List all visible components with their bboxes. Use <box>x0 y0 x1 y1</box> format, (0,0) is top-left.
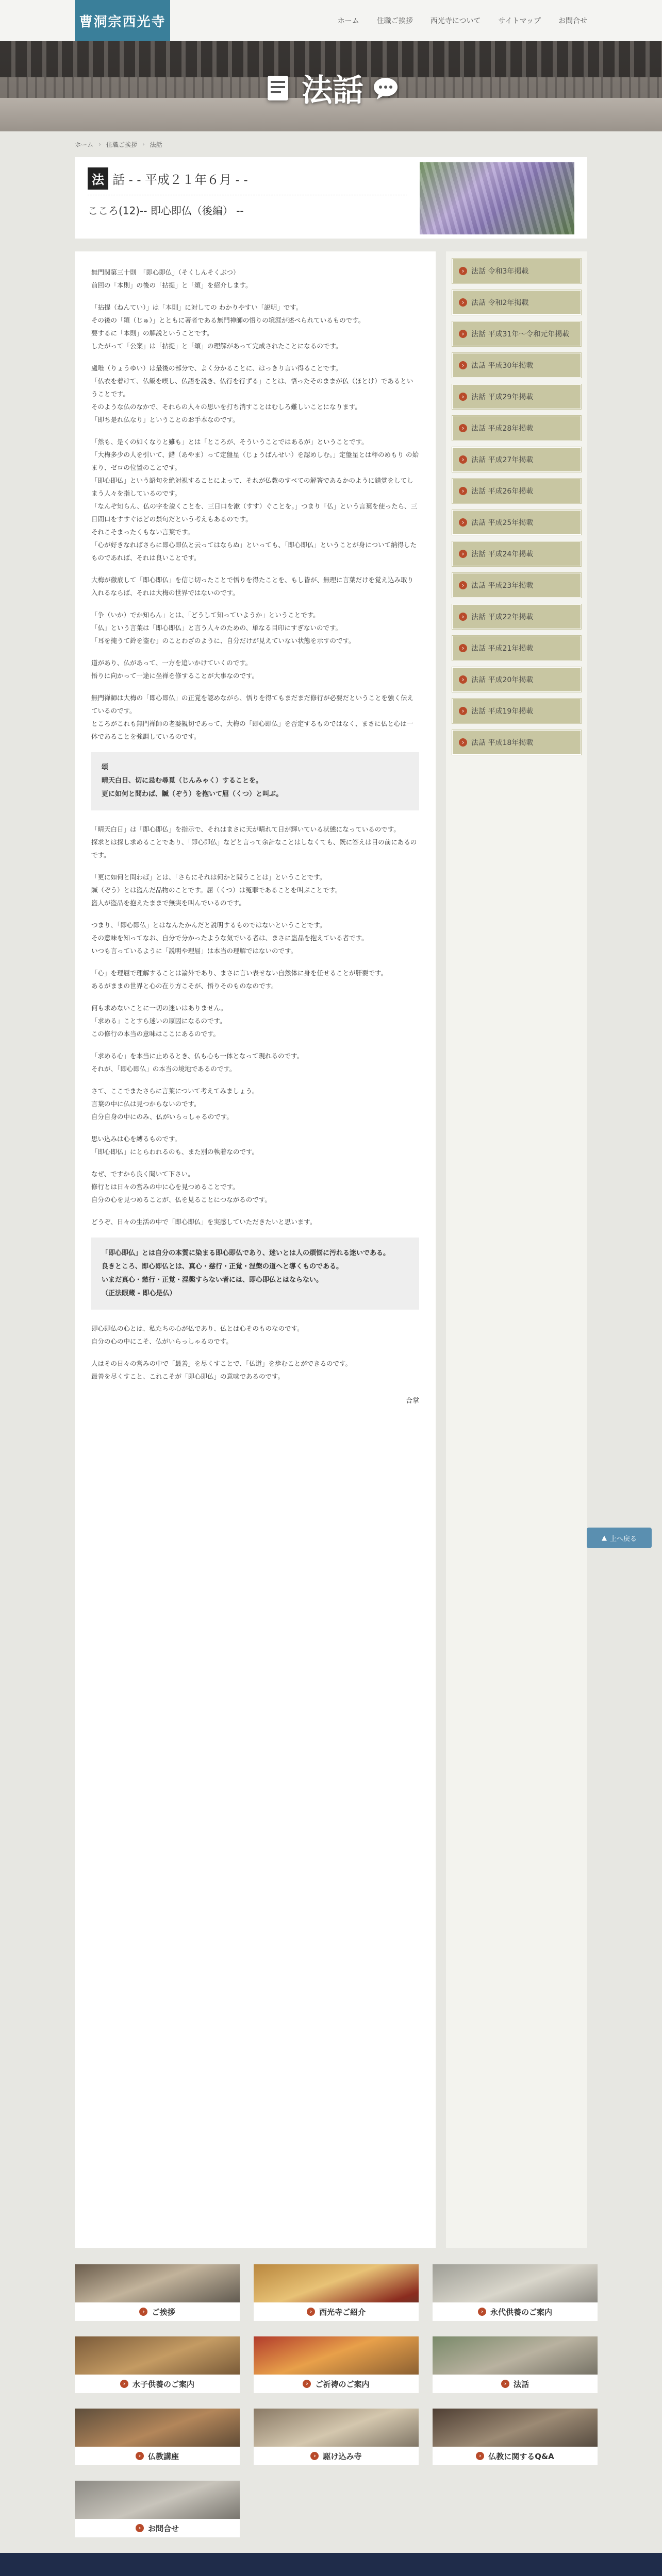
title-date: 話 - - 平成２１年６月 - - <box>112 173 248 187</box>
tile-label: 西光寺ご紹介 <box>319 2307 366 2317</box>
sidebar-item[interactable]: › 法話 平成22年掲載 <box>452 604 581 629</box>
sidebar-item[interactable]: › 法話 平成27年掲載 <box>452 447 581 472</box>
tile-link[interactable] <box>433 2336 598 2393</box>
breadcrumb-greeting[interactable]: 住職ご挨拶 <box>106 141 137 148</box>
arrow-right-icon: › <box>136 2524 144 2532</box>
breadcrumb <box>0 131 662 157</box>
footer-col-1 <box>281 2573 324 2576</box>
article-paragraph: 無門禅師は大梅の「即心即仏」の正覚を認めながら、悟りを得てもまだまだ修行が必要だということを強く伝えているのです。 ところがこれも無門禅師の老婆親切であって、大梅の「即心即仏」を否定するものではなく、まさに仏と心は一体であることを強調しているのです。 <box>91 694 414 740</box>
footer-col-3 <box>503 2573 539 2576</box>
tile-link[interactable] <box>75 2409 240 2465</box>
nav-item[interactable]: 住職ご挨拶 <box>376 17 413 25</box>
nav-item[interactable]: 西光寺について <box>430 17 481 25</box>
back-to-top-label: 上へ戻る <box>609 1535 637 1543</box>
tile-label-wrap <box>75 2375 240 2393</box>
article-paragraph: 「争（いか）でか知らん」とは、「どうして知っていようか」ということです。 「仏」という言葉は「即心即仏」と言う人々のための、単なる目印にすぎないのです。 「耳を掩うて鈴を盗む」のことわざのように、自分だけが見えていない状態を示すのです。 <box>91 611 355 645</box>
site-logo[interactable]: 曹洞宗西光寺 <box>75 0 170 41</box>
sidebar-item[interactable]: › 法話 令和2年掲載 <box>452 290 581 315</box>
article-paragraph: 人はその日々の営みの中で「最善」を尽くすことで、「仏道」を歩むことができるのです。 最善を尽くすこと、これこそが「即心即仏」の意味であるのです。 <box>91 1360 352 1380</box>
tile-label-wrap <box>75 2519 240 2537</box>
tile-link[interactable] <box>254 2409 419 2465</box>
footer-link[interactable] <box>503 2573 539 2576</box>
footer-col-2 <box>392 2573 443 2576</box>
verse-text: 晴天白日、切に忌む尋覓（じんみゃく）することを。 更に如何と問わば、贓（ぞう）を抱いて屈（くつ）と叫ぶ。 <box>102 777 283 798</box>
arrow-up-icon: ▲ <box>601 1534 607 1542</box>
footer <box>0 2553 662 2576</box>
article-paragraph: つまり、「即心即仏」とはなんたかんだと説明するものではないということです。 その意味を知ってなお、自分で分かったような気でいる者は、まさに盗品を抱えている者です。 いつも言っているように「説明や理屈」は本当の理解ではないのです。 <box>91 921 368 955</box>
breadcrumb-home[interactable]: ホーム <box>75 141 94 148</box>
sidebar <box>446 251 587 2248</box>
arrow-right-icon: › <box>476 2452 484 2460</box>
nav-item[interactable]: お問合せ <box>558 17 587 25</box>
sidebar-item[interactable]: › 法話 平成18年掲載 <box>452 730 581 755</box>
arrow-right-icon: › <box>307 2308 315 2316</box>
arrow-right-icon: › <box>120 2380 128 2388</box>
tile-grid <box>75 2264 587 2537</box>
wisteria-photo <box>420 162 574 234</box>
tile-label: 仏教講座 <box>147 2451 179 2461</box>
article-paragraph: 盧唯（りょうゆい）は最後の部分で、よく分かることに、はっきり言い得ることです。 「仏衣を着けて、仏飯を喫し、仏語を説き、仏行を行ずる」ことは、悟ったそのままが仏（ほとけ）であるということです。 そのような仏のなかで、それらの人々の思いを打ち消すことはむしろ難しいことになります。 「即ち是れ仏なり」ということのお手本なのです。 <box>91 364 413 423</box>
tile-label: 法話 <box>513 2379 529 2389</box>
arrow-right-icon: › <box>310 2452 319 2460</box>
book-icon <box>263 74 292 103</box>
sidebar-item[interactable]: › 法話 平成25年掲載 <box>452 510 581 535</box>
tile-label-wrap <box>433 2447 598 2465</box>
article-paragraph: 「然も、是くの如くなりと雖も」とは「ところが、そういうことではあるが」ということです。 「大梅多少の人を引いて、錯（あやま）って定盤星（じょうばんせい）を認めしむ。」定盤星とは秤のめもり の始まり、ゼロの位置のことです。 「即心即仏」という語句を絶対視することによって、それが仏教のすべての解答であるかのように錯覚をしてしまう人々を指しているのです。 「なんぞ知らん、仏の字を説くことを、三日口を漱（すす）ぐことを。」つまり「仏」という言葉を使ったら、三日間口をすすぐほどの禁句だという考えもあるのです。 それこそまったくもない言葉です。 「心が好きなればさらに即心即仏と云ってはならぬ」といっても、「即心即仏」ということが身について納得したものであれば、それは良いことです。 <box>91 438 419 562</box>
sidebar-item[interactable]: › 法話 平成26年掲載 <box>452 479 581 503</box>
tile-label-wrap <box>254 2447 419 2465</box>
breadcrumb-current: 法話 <box>150 141 162 148</box>
back-to-top-button[interactable] <box>587 1528 652 1548</box>
hero-title-text: 法話 <box>302 73 363 109</box>
signoff: 合掌 <box>405 1397 419 1405</box>
tile-link[interactable] <box>75 2336 240 2393</box>
article-paragraph: 「求める心」を本当に止めるとき、仏も心も一体となって現れるのです。 それが、「即心即仏」の本当の境地であるのです。 <box>91 1052 304 1073</box>
tile-label-wrap <box>75 2302 240 2321</box>
article-body <box>75 251 436 2248</box>
tile-link[interactable] <box>433 2409 598 2465</box>
sidebar-item[interactable]: › 法話 平成20年掲載 <box>452 667 581 692</box>
article-paragraph: 無門関第三十則 「即心即仏」（そくしんそくぶつ） 前回の「本則」の後の「拈提」と「頌」を紹介します。 <box>91 268 252 289</box>
tile-label: 水子供養のご案内 <box>132 2379 194 2389</box>
footer-link[interactable] <box>392 2573 443 2576</box>
header <box>0 0 662 41</box>
tile-label: 仏教に関するQ&A <box>488 2451 554 2461</box>
tile-label: 駆け込み寺 <box>323 2451 362 2461</box>
article-paragraph: 「心」を理屈で理解することは論外であり、まさに言い表せない自然体に身を任せることが肝要です。 あるがままの世界と心の在り方こそが、悟りそのものなのです。 <box>91 969 388 990</box>
tile-label-wrap <box>75 2447 240 2465</box>
footer-link[interactable] <box>281 2573 324 2576</box>
article-paragraph: 道があり、仏があって、一方を追いかけていくのです。 悟りに向かって一途に坐禅を修することが大事なのです。 <box>91 659 259 680</box>
tile-label: 永代供養のご案内 <box>490 2307 552 2317</box>
sidebar-item[interactable]: › 法話 令和3年掲載 <box>452 259 581 283</box>
article-paragraph: 何も求めないことに一切の迷いはありません。 「求める」ことすら迷いの原因になるのです。 この修行の本当の意味はここにあるのです。 <box>91 1004 227 1038</box>
tile-label-wrap <box>254 2375 419 2393</box>
sidebar-item[interactable]: › 法話 平成24年掲載 <box>452 541 581 566</box>
global-nav <box>338 0 587 41</box>
arrow-right-icon: › <box>478 2308 486 2316</box>
tile-link[interactable] <box>254 2336 419 2393</box>
article-paragraph: さて、ここでまたさらに言葉について考えてみましょう。 言葉の中に仏は見つからないのです。 自分自身の中にのみ、仏がいらっしゃるのです。 <box>91 1087 259 1121</box>
arrow-right-icon: › <box>136 2452 144 2460</box>
article-paragraph: どうぞ、日々の生活の中で「即心即仏」を実感していただきたいと思います。 <box>91 1218 317 1226</box>
speech-bubble-icon <box>373 77 399 99</box>
article-paragraph: なぜ、ですから良く聞いて下さい。 修行とは日々の営みの中に心を見つめることです。 自分の心を見つめることが、仏を見ることにつながるのです。 <box>91 1170 271 1204</box>
sidebar-item[interactable]: › 法話 平成29年掲載 <box>452 384 581 409</box>
arrow-right-icon: › <box>501 2380 509 2388</box>
article-paragraph: 「更に如何と問わば」とは、「さらにそれは何かと問うことは」ということです。 贓（ぞう）とは盗んだ品物のことです。屈（くつ）は冤罪であることを叫ぶことです。 盗人が盗品を抱えたままで無実を叫んでいるのです。 <box>91 873 342 907</box>
sidebar-item[interactable]: › 法話 平成30年掲載 <box>452 353 581 378</box>
hero-title <box>0 66 662 110</box>
summary-text: 「即心即仏」とは自分の本質に染まる即心即仏であり、迷いとは人の煩悩に汚れる迷いである。 良きところ、即心即仏とは、真心・慈行・正覚・涅槃の道へと導くものである。 いまだ真心・慈行・正覚・涅槃すらない者には、即心即仏とはならない。 （正法眼蔵 - 即心是仏） <box>102 1249 390 1297</box>
tile-link[interactable] <box>433 2264 598 2321</box>
tile-label-wrap <box>254 2302 419 2321</box>
sidebar-item[interactable]: › 法話 平成23年掲載 <box>452 573 581 598</box>
breadcrumb-separator: › <box>98 141 101 148</box>
article-paragraph: 「拈提（ねんてい）」は「本則」に対しての わかりやすい「説明」です。 その後の「頌（じゅ）」とともに著者である無門禅師の悟りの境涯が述べられているものです。 要するに「本則」の解説ということです。 したがって「公案」は「拈提」と「頌」の理解があって完成されたことになるのです。 <box>91 303 365 350</box>
hero-banner <box>0 41 662 131</box>
title-badge: 法 <box>88 167 108 190</box>
arrow-right-icon: › <box>139 2308 147 2316</box>
article-paragraph: 大梅が徹底して「即心即仏」を信じ切ったことで悟りを得たことを、もし皆が、無理に言葉だけを覚え込み取り入れるならば、それは大梅の世界ではないのです。 <box>91 576 414 597</box>
sidebar-item[interactable]: › 法話 平成31年〜令和元年掲載 <box>452 321 581 346</box>
tile-link[interactable] <box>75 2264 240 2321</box>
sidebar-item[interactable]: › 法話 平成28年掲載 <box>452 416 581 440</box>
arrow-right-icon: › <box>303 2380 311 2388</box>
sidebar-item[interactable]: › 法話 平成19年掲載 <box>452 699 581 723</box>
article-paragraph: 即心即仏の心とは、私たちの心が仏であり、仏とは心そのものなのです。 自分の心の中にこそ、仏がいらっしゃるのです。 <box>91 1325 304 1345</box>
nav-item[interactable]: ホーム <box>337 17 359 25</box>
tile-label: お問合せ <box>147 2523 179 2533</box>
verse-heading: 頌 <box>102 764 109 771</box>
sidebar-item[interactable]: › 法話 平成21年掲載 <box>452 636 581 660</box>
content-columns <box>75 251 587 2248</box>
summary-block <box>91 1238 419 1310</box>
footer-name <box>75 2573 168 2576</box>
tile-link[interactable] <box>254 2264 419 2321</box>
tile-label: ご挨拶 <box>152 2307 175 2317</box>
article-subtitle: こころ(12)-- 即心即仏（後編） -- <box>88 205 244 217</box>
tile-label-wrap <box>433 2375 598 2393</box>
article-paragraph: 「晴天白日」は「即心即仏」を指示で、それはまさに天が晴れて日が輝いている状態になっているのです。 探求とは探し求めることであり、「即心即仏」などと言って余計なことはしなくても、既に答えは目の前にあるのです。 <box>91 825 417 859</box>
tile-label: ご祈祷のご案内 <box>315 2379 370 2389</box>
tile-label-wrap <box>433 2302 598 2321</box>
article-paragraph: 思い込みは心を縛るものです。 「即心即仏」にとらわれるのも、また別の執着なのです。 <box>91 1135 259 1156</box>
tile-link[interactable] <box>75 2481 240 2537</box>
article-header <box>75 157 587 239</box>
nav-item[interactable]: サイトマップ <box>498 17 541 25</box>
breadcrumb-separator: › <box>142 141 145 148</box>
verse-block <box>91 752 419 810</box>
